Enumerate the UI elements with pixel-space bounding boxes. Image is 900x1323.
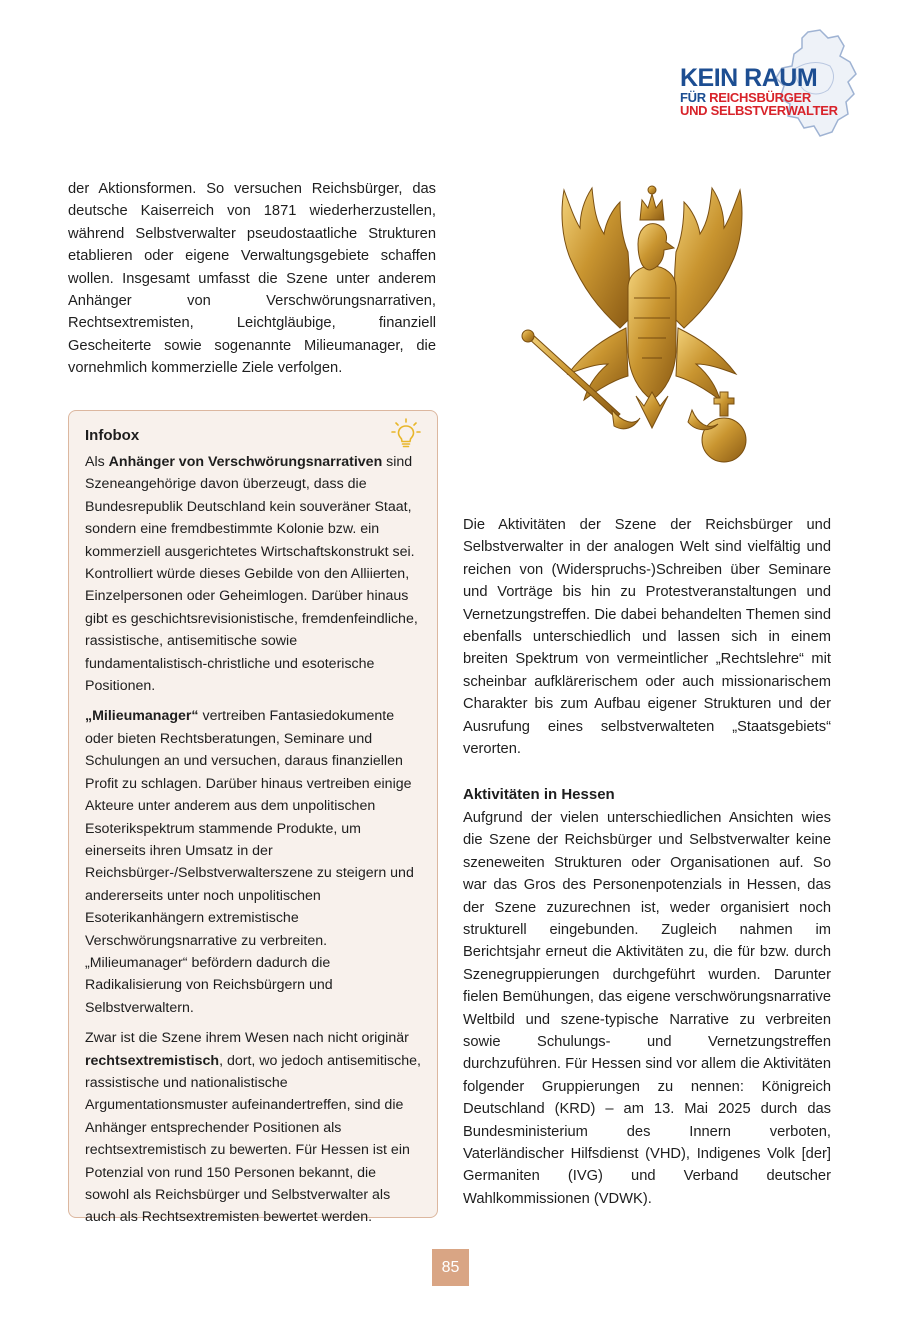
p3-rest: , dort, wo jedoch antisemitische, rassistische und nationalistische Argumentationsmuster aufeinandertreffen, sind die Anhänger entsprechender Positionen als rechtsextremistisch zu bewerten. Für Hessen ist ein Potenzial von rund 150 Personen bekannt, die sowohl als Reichsbürger und Selbstverwalter als auch als Rechtsextremisten bewertet werden.	[85, 1052, 421, 1226]
infobox-paragraph-1	[85, 451, 421, 697]
logo-line-1: KEIN RAUM	[680, 64, 818, 92]
p3-pre: Zwar ist die Szene ihrem Wesen nach nicht originär	[85, 1030, 409, 1047]
logo-fuer: FÜR	[680, 90, 706, 105]
infobox-title: Infobox	[85, 427, 140, 444]
section-heading: Aktivitäten in Hessen	[463, 786, 615, 804]
p1-bold: Anhänger von Verschwörungsnarrativen	[108, 454, 383, 470]
eagle-emblem-image	[488, 178, 816, 490]
page-number: 85	[432, 1249, 469, 1286]
p2-bold: „Milieumanager“	[85, 708, 199, 725]
p3-bold: rechtsextremistisch	[85, 1052, 220, 1069]
right-column	[463, 514, 831, 1210]
campaign-logo	[676, 26, 860, 138]
logo-text	[680, 66, 860, 117]
right-paragraph-1: Die Aktivitäten der Szene der Reichsbürger und Selbstverwalter in der analogen Welt sind vielfältig und reichen von (Widerspruchs-)Schreiben über Seminare und Vorträge bis hin zu Protestveranstaltungen und Vernetzungstreffen. Die dabei behandelten Themen sind ebenfalls unterschiedlich und lassen sich in einem breiten Spektrum von vermeintlicher „Rechtslehre“ mit scheinbar aufklärerischem oder auch missionarischem Charakter bis zum Aufbau eigener Strukturen und der Ausrufung eines selbstverwalteten „Staatsgebiets“ verorten.	[463, 517, 831, 758]
infobox-paragraph-2	[85, 705, 421, 1019]
infobox	[68, 410, 438, 1226]
p1-pre: Als	[85, 454, 109, 470]
intro-paragraph: der Aktionsformen. So versuchen Reichsbürger, das deutsche Kaiserreich von 1871 wiederherzustellen, während Selbstverwalter pseudostaatliche Strukturen etablieren oder eigene Verwaltungsgebiete schaffen wollen. Insgesamt umfasst die Szene unter anderem Anhänger von Verschwörungsnarrativen, Rechtsextremisten, Leichtgläubige, finanziell Gescheiterte sowie sogenannte Milieumanager, die vornehmlich kommerzielle Ziele verfolgen.	[68, 181, 436, 377]
logo-line-2-rest: REICHSBÜRGER	[705, 90, 811, 105]
logo-line-3: UND SELBSTVERWALTER	[680, 103, 838, 118]
infobox-paragraph-3	[85, 1027, 421, 1229]
p1-rest: sind Szeneangehörige davon überzeugt, dass die Bundesrepublik Deutschland kein souveräner Staat, sondern eine fremdbestimmte Kolonie bzw. ein kommerziell ausgerichtetes Wirtschaftskonstrukt sei. Kontrolliert würde dieses Gebilde von den Alliierten, Einzelpersonen oder Geheimlogen. Darüber hinaus gibt es geschichtsrevisionistische, fremdenfeindliche, rassistische, antisemitische sowie fundamentalistisch-christliche und esoterische Positionen.	[85, 454, 418, 695]
lightbulb-icon	[389, 417, 423, 451]
right-paragraph-2: Aufgrund der vielen unterschiedlichen Ansichten wies die Szene der Reichsbürger und Selbstverwalter keine szeneweiten Strukturen oder Organisationen auf. So war das Gros des Personenpotenzials in Hessen, das der Szene zuzurechnen ist, weder organisiert noch strukturell eingebunden. Zugleich nahmen im Berichtsjahr erneut die Aktivitäten zu, die für bzw. durch Szenegruppierungen durchgeführt wurden. Darunter fielen Bemühungen, das eigene verschwörungsnarrative Weltbild und szene-typische Narrative zu verbreiten sowie Schulungs- und Vernetzungstreffen durchzuführen. Für Hessen sind vor allem die Aktivitäten folgender Gruppierungen zu nennen: Königreich Deutschland (KRD) – am 13. Mai 2025 durch das Bundesministerium des Innern verboten, Vaterländischer Hilfsdienst (VHD), Indigenes Volk [der] Germaniten (IVG) und Verband deutscher Wahlkommissionen (VDWK).	[463, 809, 831, 1207]
p2-rest: vertreiben Fantasiedokumente oder bieten Rechtsberatungen, Seminare und Schulungen an und versuchen, daraus finanziellen Profit zu schlagen. Darüber hinaus vertreiben einige Akteure unter anderem aus dem unpolitischen Esoterikspektrum stammende Produkte, um einerseits ihren Umsatz in der Reichsbürger-/Selbstverwalterszene zu steigern und andererseits unter noch unpolitischen Esoterikanhängern extremistische Verschwörungsnarrative zu verbreiten. „Milieumanager“ befördern dadurch die Radikalisierung von Reichsbürgern und Selbstverwaltern.	[85, 708, 414, 1016]
